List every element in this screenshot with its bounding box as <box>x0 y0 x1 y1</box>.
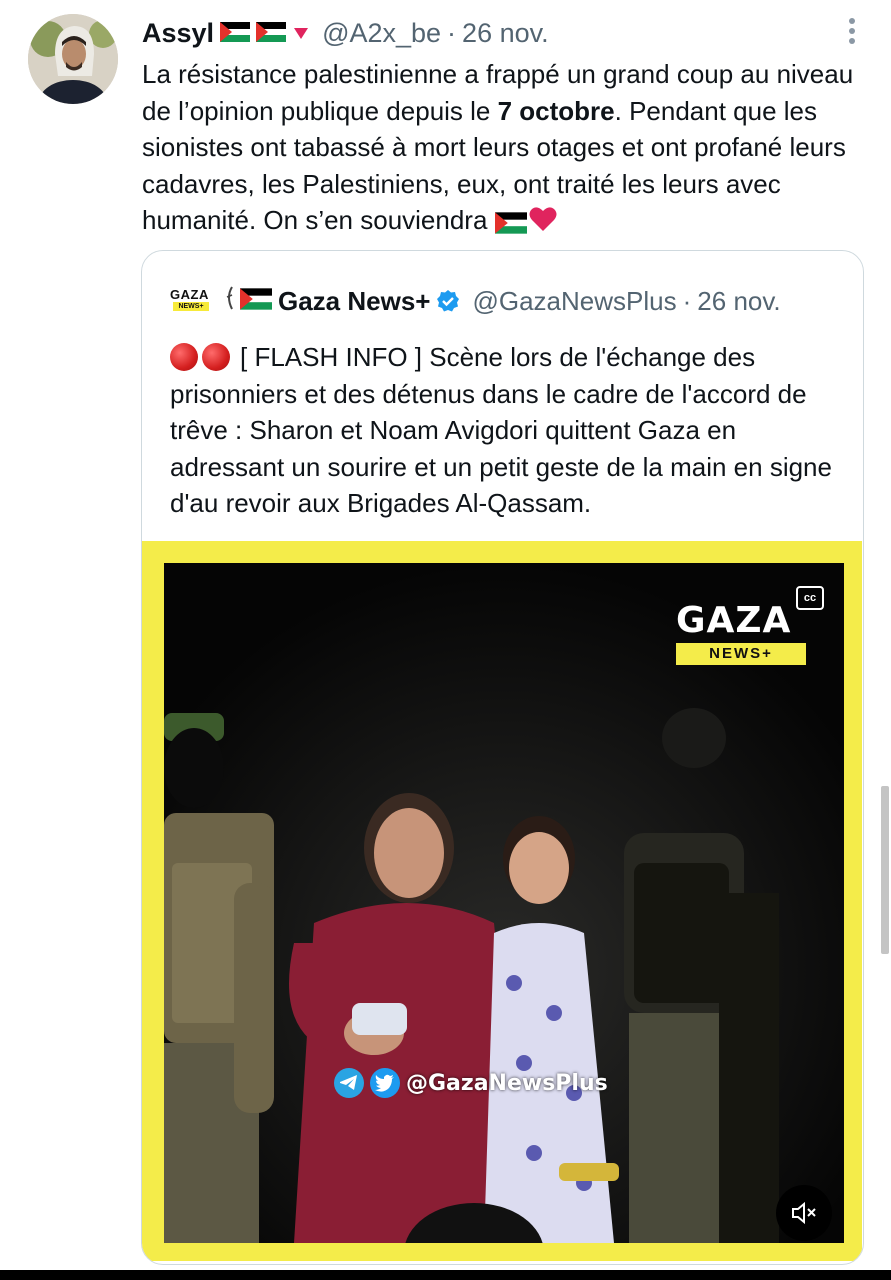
quoted-tweet-body: [ FLASH INFO ] Scène lors de l'échange des prisonniers et des détenus dans le cadre de l'accord de trêve : Sharon et Noam Avigdori quittent Gaza en adressant un sourire et un petit geste de la main en signe d'au revoir aux Brigades Al-Qassam. <box>170 342 832 518</box>
separator: · <box>447 17 457 48</box>
quoted-tweet[interactable] <box>141 250 864 1265</box>
tweet-text-bold: 7 octobre <box>497 95 615 126</box>
tweet-header <box>142 14 861 52</box>
tweet-date[interactable]: 26 nov. <box>462 17 549 48</box>
quoted-author-handle[interactable]: @GazaNewsPlus <box>472 285 677 316</box>
author-name[interactable]: Assyl <box>142 17 215 48</box>
palestine-flag-icon <box>240 286 272 317</box>
video-logo-main: GAZA <box>676 600 792 641</box>
bottom-edge <box>0 1270 891 1280</box>
video-logo <box>676 601 816 665</box>
quoted-tweet-header <box>170 283 847 319</box>
quoted-author-name[interactable]: Gaza News+ <box>278 285 431 316</box>
captions-icon[interactable]: cc <box>796 586 824 610</box>
more-icon[interactable] <box>847 18 857 48</box>
separator: · <box>682 285 692 316</box>
red-circle-icon <box>170 343 198 371</box>
quoted-avatar-logo-top: GAZA <box>170 287 209 302</box>
palm-leaf-icon <box>224 285 236 318</box>
telegram-icon <box>334 1068 364 1098</box>
palestine-flag-icon <box>220 18 250 49</box>
quoted-avatar[interactable] <box>170 288 214 314</box>
tweet-text <box>142 56 872 242</box>
mute-icon <box>790 1200 818 1226</box>
verified-badge-icon <box>436 289 460 313</box>
quoted-tweet-date[interactable]: 26 nov. <box>697 285 781 316</box>
author-handle[interactable]: @A2x_be <box>322 17 442 48</box>
video-player[interactable] <box>164 563 844 1243</box>
scrollbar[interactable] <box>881 786 889 954</box>
quoted-avatar-logo-bottom: NEWS+ <box>173 302 209 311</box>
palestine-flag-icon <box>495 204 527 241</box>
palestine-flag-icon <box>256 18 286 49</box>
video-watermark <box>334 1068 608 1098</box>
video-watermark-text: @GazaNewsPlus <box>406 1070 608 1096</box>
heart-icon <box>529 205 557 242</box>
red-circle-icon <box>202 343 230 371</box>
tweet-text-part1: La résistance palestinienne a frappé un grand coup au niveau de l’opinion publique depuis le <box>142 59 854 126</box>
mute-button[interactable] <box>776 1185 832 1241</box>
video-logo-sub: NEWS+ <box>676 643 806 665</box>
tweet-text-part2: . Pendant que les sionistes ont tabassé à mort leurs otages et ont profané leurs cadavres, les Palestiniens, eux, ont traité les leurs avec humanité. On s’en souviendra <box>142 95 846 235</box>
video-frame[interactable] <box>142 541 862 1261</box>
quoted-tweet-text <box>170 339 840 522</box>
red-triangle-icon <box>294 28 308 39</box>
author-avatar[interactable] <box>28 14 118 104</box>
twitter-icon <box>370 1068 400 1098</box>
video-scene <box>164 563 844 1243</box>
